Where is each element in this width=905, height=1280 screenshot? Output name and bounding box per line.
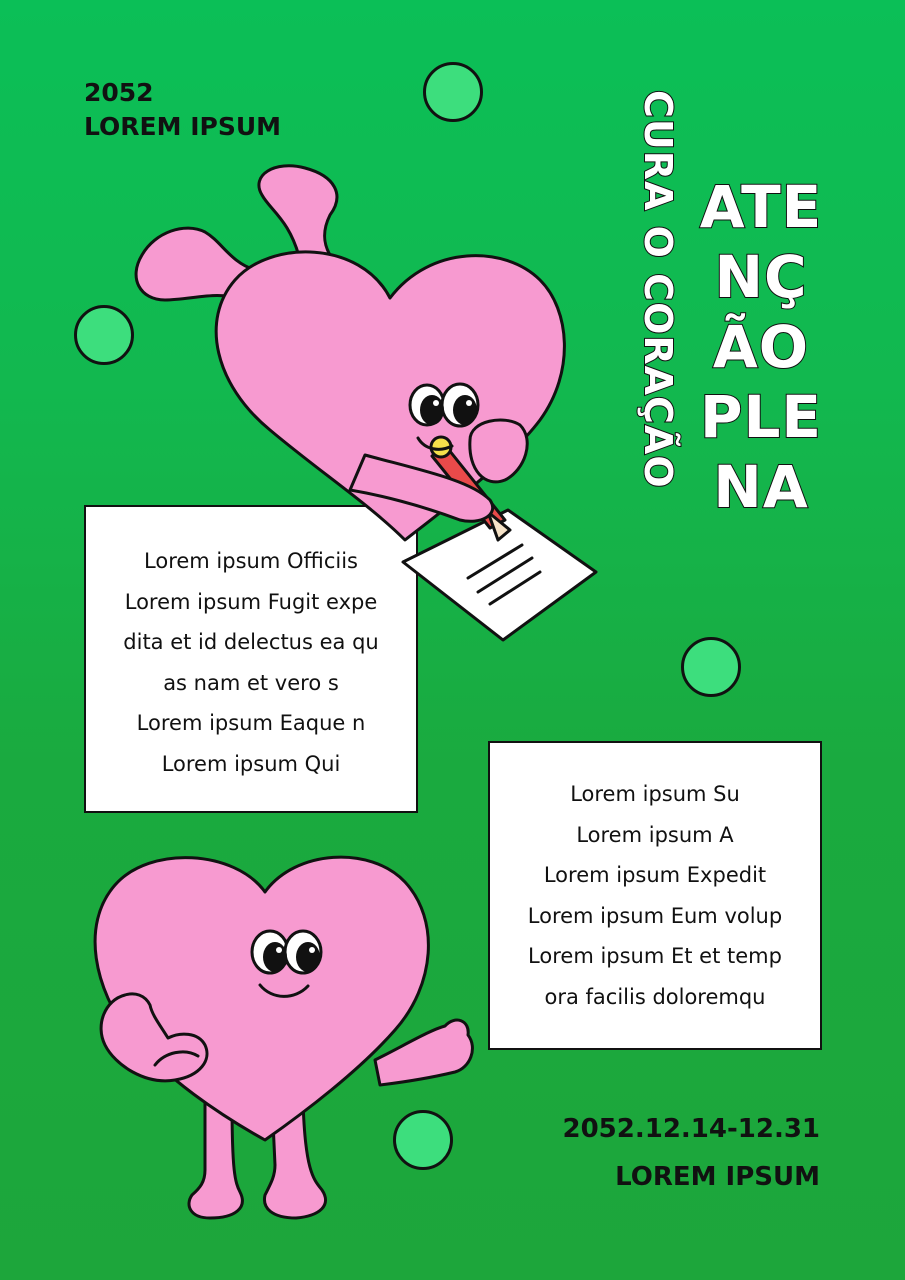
text-line: Lorem ipsum Et et temp [528, 944, 782, 969]
footer-label: LOREM IPSUM [615, 1162, 820, 1192]
text-line: Lorem ipsum Expedit [543, 863, 767, 888]
vertical-title: CURA O CORAÇÃO [636, 90, 680, 489]
title-line: ÃO [712, 313, 810, 381]
header-label: LOREM IPSUM [84, 112, 282, 141]
text-line: dita et id delectus ea qu [123, 630, 379, 655]
title-line: NÇ [714, 243, 808, 311]
title-line: NA [713, 453, 809, 521]
heart-character-waving [0, 820, 500, 1240]
text-line: ora facilis doloremqu [544, 984, 766, 1009]
text-line: Lorem ipsum Officiis [144, 549, 358, 573]
text-box-right [488, 741, 822, 1050]
date-range: 2052.12.14-12.31 [562, 1114, 820, 1144]
title-line: PLE [699, 383, 823, 451]
text-line: Lorem ipsum Fugit expe [124, 589, 378, 614]
text-line: Lorem ipsum Eum volup [527, 903, 783, 928]
text-line: Lorem ipsum Eaque n [136, 711, 366, 736]
text-line: Lorem ipsum Su [570, 782, 740, 806]
title-line: ATE [699, 173, 823, 241]
header-year: 2052 [84, 78, 154, 107]
text-line: Lorem ipsum Qui [161, 751, 341, 776]
text-line: as nam et vero s [163, 670, 339, 695]
text-line: Lorem ipsum A [576, 822, 734, 847]
